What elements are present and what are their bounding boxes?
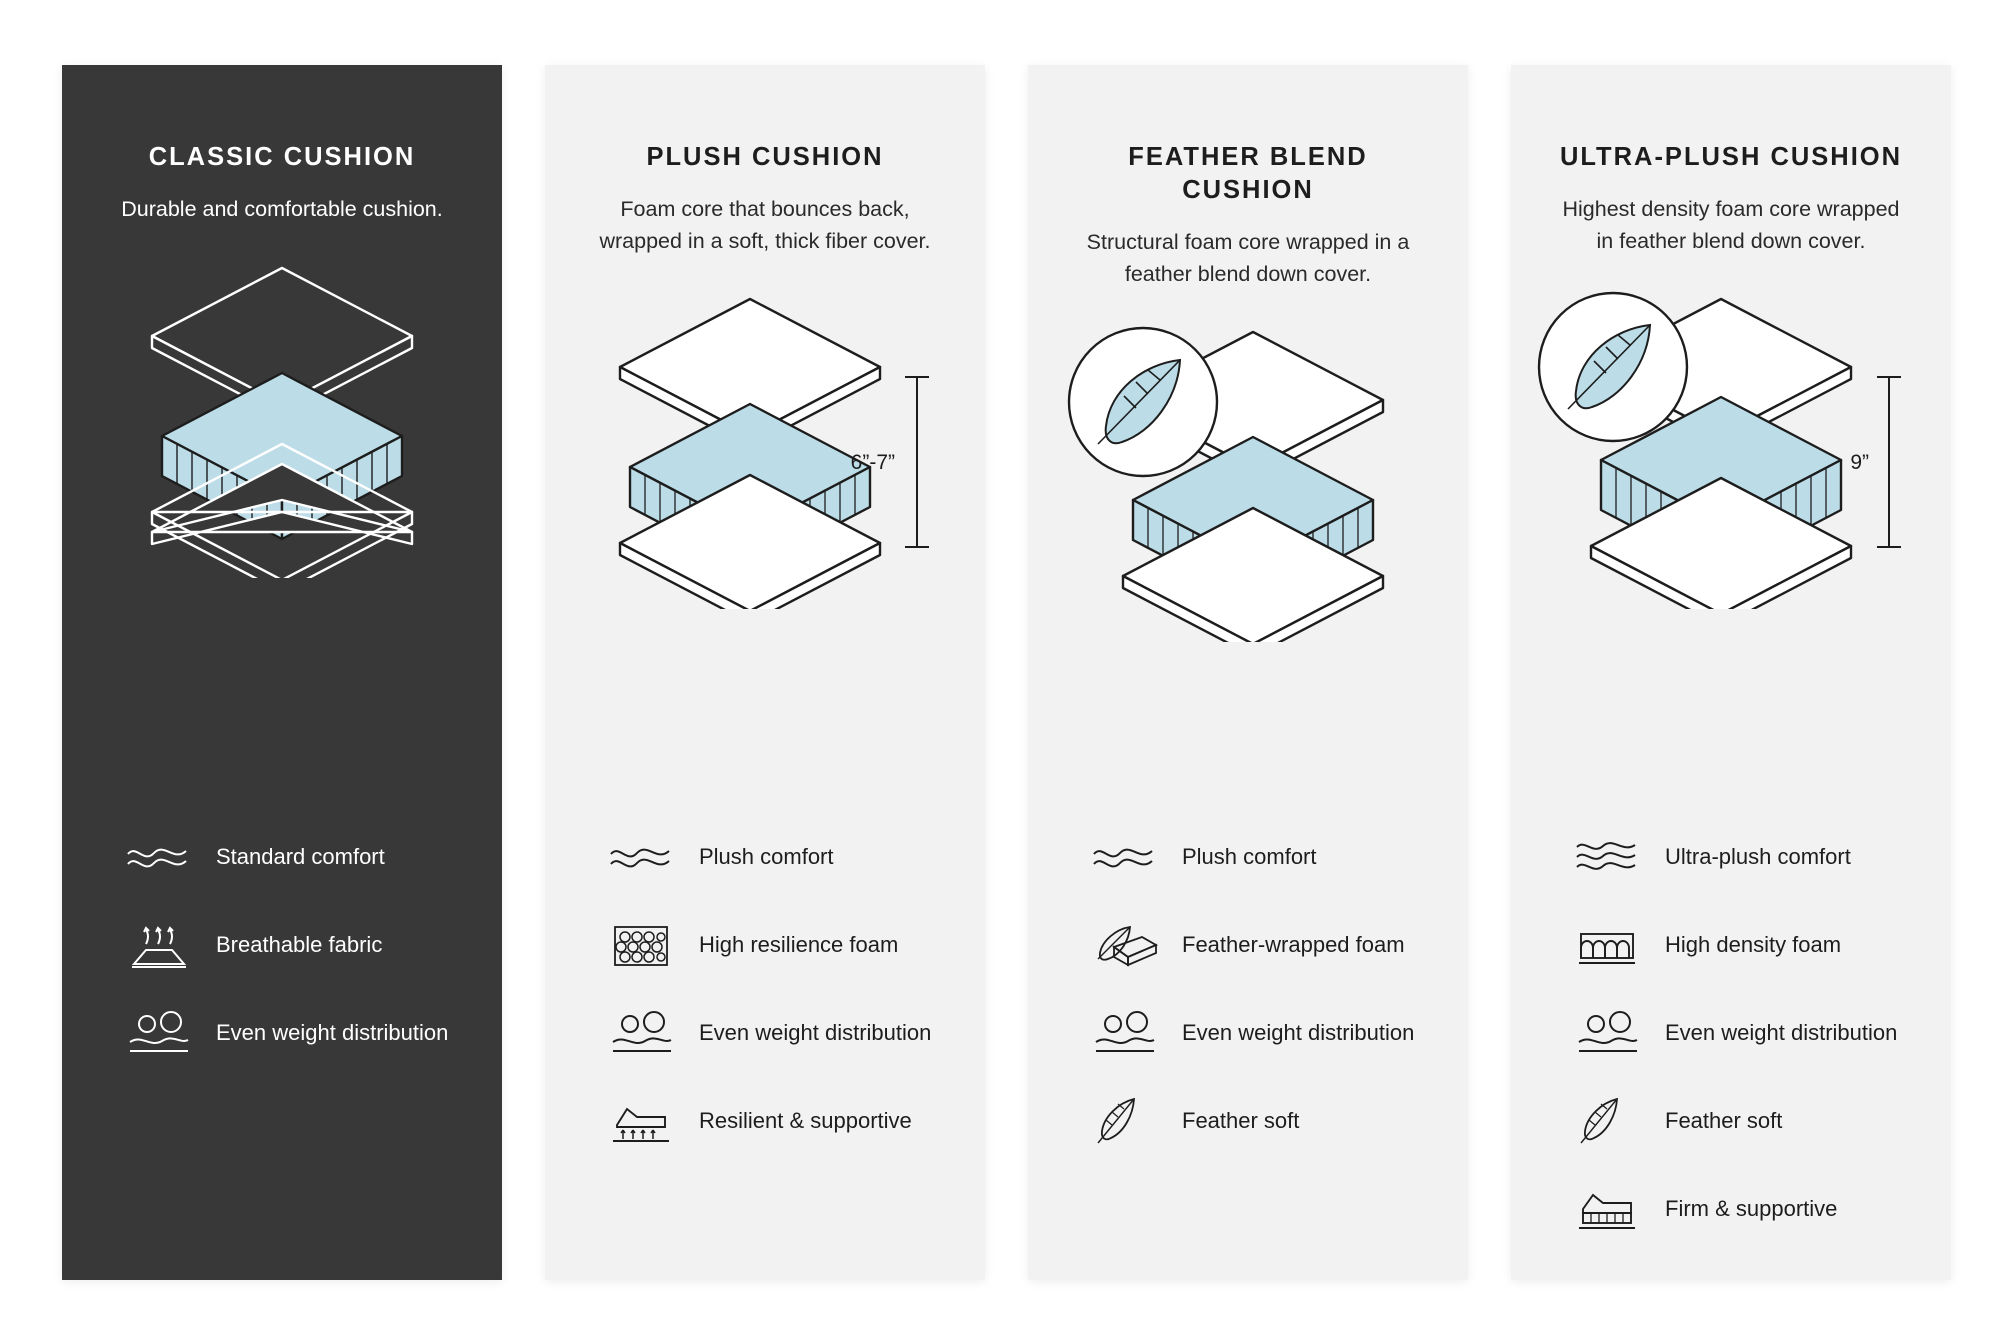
feature-item <box>1090 1001 1424 1065</box>
dimension-label: 9” <box>1850 450 1869 474</box>
chaise-support-icon <box>607 1095 691 1147</box>
high-density-foam-icon <box>1573 922 1657 968</box>
feature-label: Even weight distribution <box>216 1020 449 1046</box>
weight-distribution-icon <box>607 1008 691 1058</box>
feature-list <box>1511 825 1951 1265</box>
feature-list <box>1028 825 1468 1177</box>
feature-list <box>62 825 502 1089</box>
weight-distribution-icon <box>1573 1008 1657 1058</box>
feature-label: Breathable fabric <box>216 932 383 958</box>
triple-wave-icon <box>1573 837 1657 877</box>
feather-wrapped-foam-icon <box>1090 919 1174 971</box>
breathable-fabric-icon <box>124 920 208 970</box>
weight-distribution-icon <box>1090 1008 1174 1058</box>
feature-label: Feather soft <box>1182 1108 1300 1134</box>
card-feather-blend-cushion[interactable] <box>1028 65 1468 1280</box>
feature-item <box>1573 1177 1907 1241</box>
feature-label: Ultra-plush comfort <box>1665 844 1851 870</box>
page-title: PLUSH CUSHION <box>646 143 884 171</box>
card-description: Foam core that bounces back, wrapped in a soft, thick fiber cover. <box>599 197 931 253</box>
feather-badge <box>1069 328 1217 476</box>
card-description: Durable and comfortable cushion. <box>121 197 443 222</box>
feather-icon <box>1573 1093 1657 1149</box>
page-title: ULTRA-PLUSH CUSHION <box>1559 143 1903 171</box>
dimension-label: 6”-7” <box>850 450 895 474</box>
feature-label: Firm & supportive <box>1665 1196 1838 1222</box>
cushion-cards-row <box>62 65 1951 1280</box>
feature-label: Plush comfort <box>1182 844 1317 870</box>
exploded-cushion-illustration <box>62 248 502 598</box>
feature-item <box>1090 1089 1424 1153</box>
feature-label: Plush comfort <box>699 844 834 870</box>
feature-item <box>124 913 458 977</box>
feature-label: Standard comfort <box>216 844 385 870</box>
feature-label: High density foam <box>1665 932 1842 958</box>
exploded-cushion-illustration <box>545 279 985 629</box>
feature-item <box>1573 1001 1907 1065</box>
feature-item <box>1090 913 1424 977</box>
card-plush-cushion[interactable] <box>545 65 985 1280</box>
firm-support-icon <box>1573 1183 1657 1235</box>
feature-item <box>1573 1089 1907 1153</box>
feature-label: High resilience foam <box>699 932 899 958</box>
feature-label: Resilient & supportive <box>699 1108 912 1134</box>
wave-icon <box>1090 840 1174 874</box>
feature-item <box>1573 825 1907 889</box>
feature-list <box>545 825 985 1177</box>
feather-badge <box>1539 293 1687 441</box>
page-title: CLASSIC CUSHION <box>148 143 416 171</box>
wave-icon <box>607 840 691 874</box>
feature-label: Feather soft <box>1665 1108 1783 1134</box>
feature-item <box>607 825 941 889</box>
feature-item <box>607 913 941 977</box>
card-description: Highest density foam core wrapped in feather blend down cover. <box>1562 197 1900 253</box>
feature-label: Feather-wrapped foam <box>1182 932 1405 958</box>
card-description: Structural foam core wrapped in a feather blend down cover. <box>1086 230 1410 286</box>
feather-icon <box>1090 1093 1174 1149</box>
feature-item <box>1090 825 1424 889</box>
honeycomb-foam-icon <box>607 919 691 971</box>
feature-label: Even weight distribution <box>1665 1020 1898 1046</box>
page-title: FEATHER BLEND CUSHION <box>1128 143 1368 205</box>
feature-item <box>124 825 458 889</box>
card-classic-cushion[interactable] <box>62 65 502 1280</box>
weight-distribution-icon <box>124 1008 208 1058</box>
feature-item <box>607 1089 941 1153</box>
feature-item <box>1573 913 1907 977</box>
feature-label: Even weight distribution <box>699 1020 932 1046</box>
card-ultra-plush-cushion[interactable] <box>1511 65 1951 1280</box>
feature-item <box>607 1001 941 1065</box>
feature-label: Even weight distribution <box>1182 1020 1415 1046</box>
feature-item <box>124 1001 458 1065</box>
exploded-cushion-illustration <box>1511 279 1951 629</box>
exploded-cushion-illustration <box>1028 312 1468 662</box>
wave-icon <box>124 840 208 874</box>
